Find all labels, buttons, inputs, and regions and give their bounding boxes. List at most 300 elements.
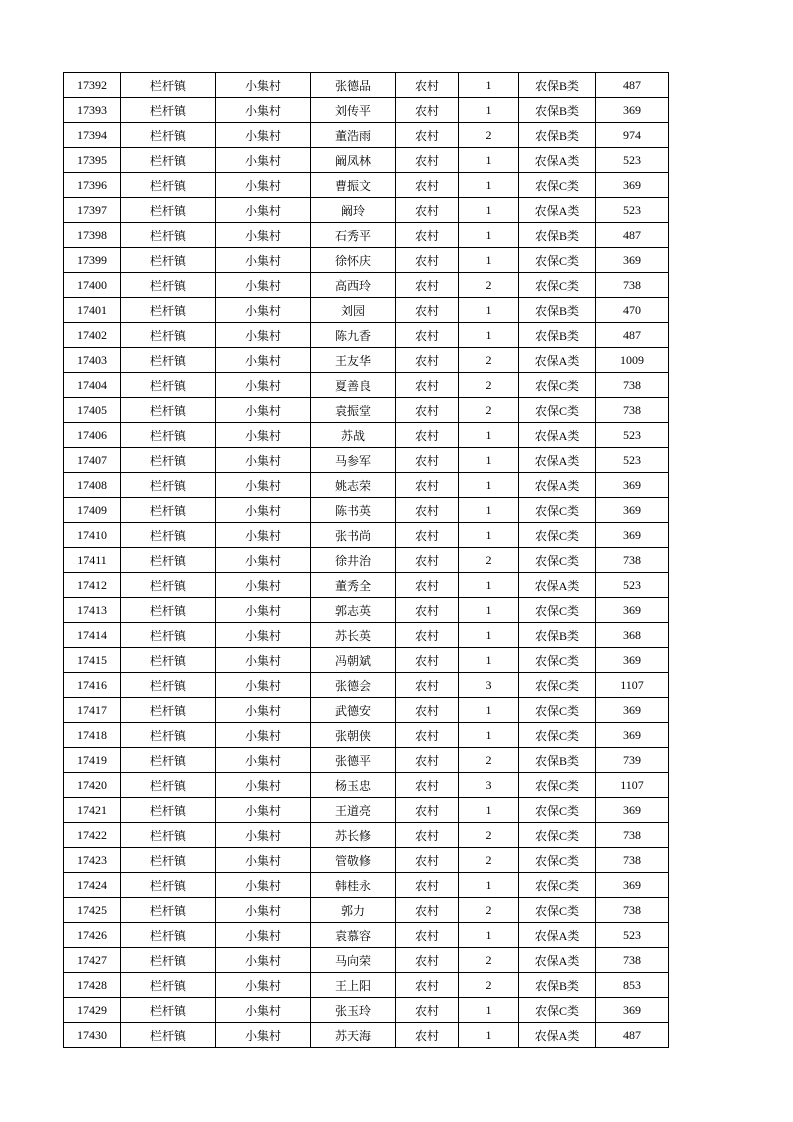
residence-type-cell: 农村 <box>396 998 459 1023</box>
residence-type-cell: 农村 <box>396 823 459 848</box>
insurance-category-cell: 农保C类 <box>519 773 596 798</box>
table-row <box>64 823 669 848</box>
record-id-cell: 17395 <box>64 148 121 173</box>
table-row <box>64 198 669 223</box>
town-cell: 栏杆镇 <box>121 748 216 773</box>
town-cell: 栏杆镇 <box>121 923 216 948</box>
person-name-cell: 董秀全 <box>311 573 396 598</box>
amount-cell: 369 <box>596 248 669 273</box>
insurance-category-cell: 农保C类 <box>519 898 596 923</box>
insurance-category-cell: 农保C类 <box>519 673 596 698</box>
residence-type-cell: 农村 <box>396 323 459 348</box>
person-name-cell: 张德会 <box>311 673 396 698</box>
person-count-cell: 1 <box>459 998 519 1023</box>
amount-cell: 487 <box>596 1023 669 1048</box>
residence-type-cell: 农村 <box>396 98 459 123</box>
village-cell: 小集村 <box>216 498 311 523</box>
record-id-cell: 17408 <box>64 473 121 498</box>
table-row <box>64 73 669 98</box>
residence-type-cell: 农村 <box>396 298 459 323</box>
record-id-cell: 17420 <box>64 773 121 798</box>
record-id-cell: 17405 <box>64 398 121 423</box>
insurance-category-cell: 农保A类 <box>519 923 596 948</box>
residence-type-cell: 农村 <box>396 173 459 198</box>
table-row <box>64 173 669 198</box>
person-name-cell: 张书尚 <box>311 523 396 548</box>
residence-type-cell: 农村 <box>396 548 459 573</box>
town-cell: 栏杆镇 <box>121 173 216 198</box>
table-row <box>64 548 669 573</box>
residence-type-cell: 农村 <box>396 648 459 673</box>
table-row <box>64 598 669 623</box>
person-count-cell: 1 <box>459 523 519 548</box>
person-count-cell: 1 <box>459 698 519 723</box>
amount-cell: 523 <box>596 448 669 473</box>
village-cell: 小集村 <box>216 948 311 973</box>
records-table-body <box>64 73 669 1048</box>
person-count-cell: 2 <box>459 973 519 998</box>
town-cell: 栏杆镇 <box>121 348 216 373</box>
person-count-cell: 2 <box>459 948 519 973</box>
record-id-cell: 17406 <box>64 423 121 448</box>
town-cell: 栏杆镇 <box>121 998 216 1023</box>
town-cell: 栏杆镇 <box>121 98 216 123</box>
residence-type-cell: 农村 <box>396 223 459 248</box>
residence-type-cell: 农村 <box>396 273 459 298</box>
table-row <box>64 1023 669 1048</box>
table-row <box>64 748 669 773</box>
amount-cell: 369 <box>596 648 669 673</box>
table-row <box>64 498 669 523</box>
person-count-cell: 1 <box>459 923 519 948</box>
residence-type-cell: 农村 <box>396 523 459 548</box>
insurance-category-cell: 农保C类 <box>519 798 596 823</box>
record-id-cell: 17398 <box>64 223 121 248</box>
village-cell: 小集村 <box>216 623 311 648</box>
town-cell: 栏杆镇 <box>121 198 216 223</box>
insurance-category-cell: 农保C类 <box>519 248 596 273</box>
village-cell: 小集村 <box>216 598 311 623</box>
person-name-cell: 张德品 <box>311 73 396 98</box>
village-cell: 小集村 <box>216 548 311 573</box>
person-name-cell: 曹振文 <box>311 173 396 198</box>
amount-cell: 523 <box>596 573 669 598</box>
table-row <box>64 773 669 798</box>
amount-cell: 1107 <box>596 773 669 798</box>
person-name-cell: 姚志荣 <box>311 473 396 498</box>
town-cell: 栏杆镇 <box>121 623 216 648</box>
insurance-category-cell: 农保B类 <box>519 748 596 773</box>
residence-type-cell: 农村 <box>396 398 459 423</box>
person-name-cell: 郭志英 <box>311 598 396 623</box>
insurance-category-cell: 农保B类 <box>519 123 596 148</box>
residence-type-cell: 农村 <box>396 873 459 898</box>
table-row <box>64 523 669 548</box>
person-count-cell: 1 <box>459 148 519 173</box>
insurance-category-cell: 农保C类 <box>519 998 596 1023</box>
person-name-cell: 袁振堂 <box>311 398 396 423</box>
insurance-category-cell: 农保B类 <box>519 298 596 323</box>
table-row <box>64 923 669 948</box>
table-row <box>64 648 669 673</box>
person-name-cell: 徐怀庆 <box>311 248 396 273</box>
town-cell: 栏杆镇 <box>121 848 216 873</box>
town-cell: 栏杆镇 <box>121 473 216 498</box>
amount-cell: 369 <box>596 723 669 748</box>
person-count-cell: 1 <box>459 573 519 598</box>
town-cell: 栏杆镇 <box>121 498 216 523</box>
amount-cell: 487 <box>596 323 669 348</box>
village-cell: 小集村 <box>216 173 311 198</box>
amount-cell: 487 <box>596 223 669 248</box>
insurance-category-cell: 农保C类 <box>519 823 596 848</box>
residence-type-cell: 农村 <box>396 73 459 98</box>
amount-cell: 369 <box>596 498 669 523</box>
amount-cell: 369 <box>596 173 669 198</box>
insurance-category-cell: 农保A类 <box>519 423 596 448</box>
table-row <box>64 798 669 823</box>
person-name-cell: 张德平 <box>311 748 396 773</box>
insurance-category-cell: 农保C类 <box>519 598 596 623</box>
town-cell: 栏杆镇 <box>121 523 216 548</box>
person-name-cell: 张朝侠 <box>311 723 396 748</box>
person-count-cell: 1 <box>459 798 519 823</box>
town-cell: 栏杆镇 <box>121 973 216 998</box>
person-name-cell: 韩桂永 <box>311 873 396 898</box>
village-cell: 小集村 <box>216 248 311 273</box>
amount-cell: 1009 <box>596 348 669 373</box>
village-cell: 小集村 <box>216 873 311 898</box>
residence-type-cell: 农村 <box>396 948 459 973</box>
person-name-cell: 马参军 <box>311 448 396 473</box>
residence-type-cell: 农村 <box>396 123 459 148</box>
person-name-cell: 马向荣 <box>311 948 396 973</box>
village-cell: 小集村 <box>216 923 311 948</box>
person-count-cell: 1 <box>459 323 519 348</box>
person-name-cell: 苏战 <box>311 423 396 448</box>
village-cell: 小集村 <box>216 223 311 248</box>
person-name-cell: 董浩雨 <box>311 123 396 148</box>
record-id-cell: 17411 <box>64 548 121 573</box>
record-id-cell: 17407 <box>64 448 121 473</box>
insurance-category-cell: 农保C类 <box>519 648 596 673</box>
insurance-category-cell: 农保C类 <box>519 873 596 898</box>
village-cell: 小集村 <box>216 473 311 498</box>
village-cell: 小集村 <box>216 523 311 548</box>
residence-type-cell: 农村 <box>396 248 459 273</box>
insurance-category-cell: 农保C类 <box>519 698 596 723</box>
record-id-cell: 17409 <box>64 498 121 523</box>
amount-cell: 369 <box>596 798 669 823</box>
amount-cell: 738 <box>596 948 669 973</box>
person-name-cell: 苏天海 <box>311 1023 396 1048</box>
person-count-cell: 3 <box>459 773 519 798</box>
insurance-category-cell: 农保C类 <box>519 723 596 748</box>
amount-cell: 738 <box>596 373 669 398</box>
table-row <box>64 148 669 173</box>
amount-cell: 369 <box>596 998 669 1023</box>
residence-type-cell: 农村 <box>396 1023 459 1048</box>
table-row <box>64 298 669 323</box>
town-cell: 栏杆镇 <box>121 323 216 348</box>
person-count-cell: 1 <box>459 248 519 273</box>
table-row <box>64 898 669 923</box>
person-count-cell: 1 <box>459 448 519 473</box>
residence-type-cell: 农村 <box>396 798 459 823</box>
town-cell: 栏杆镇 <box>121 598 216 623</box>
table-row <box>64 123 669 148</box>
person-count-cell: 1 <box>459 1023 519 1048</box>
record-id-cell: 17425 <box>64 898 121 923</box>
record-id-cell: 17427 <box>64 948 121 973</box>
person-count-cell: 2 <box>459 373 519 398</box>
person-name-cell: 阚玲 <box>311 198 396 223</box>
person-name-cell: 袁慕容 <box>311 923 396 948</box>
residence-type-cell: 农村 <box>396 148 459 173</box>
person-name-cell: 王友华 <box>311 348 396 373</box>
insurance-category-cell: 农保B类 <box>519 223 596 248</box>
village-cell: 小集村 <box>216 798 311 823</box>
village-cell: 小集村 <box>216 1023 311 1048</box>
record-id-cell: 17396 <box>64 173 121 198</box>
town-cell: 栏杆镇 <box>121 548 216 573</box>
village-cell: 小集村 <box>216 648 311 673</box>
amount-cell: 369 <box>596 98 669 123</box>
town-cell: 栏杆镇 <box>121 648 216 673</box>
village-cell: 小集村 <box>216 373 311 398</box>
residence-type-cell: 农村 <box>396 498 459 523</box>
record-id-cell: 17430 <box>64 1023 121 1048</box>
person-name-cell: 石秀平 <box>311 223 396 248</box>
village-cell: 小集村 <box>216 448 311 473</box>
residence-type-cell: 农村 <box>396 698 459 723</box>
insurance-category-cell: 农保B类 <box>519 973 596 998</box>
amount-cell: 738 <box>596 898 669 923</box>
table-row <box>64 348 669 373</box>
insurance-category-cell: 农保A类 <box>519 448 596 473</box>
town-cell: 栏杆镇 <box>121 273 216 298</box>
village-cell: 小集村 <box>216 298 311 323</box>
record-id-cell: 17402 <box>64 323 121 348</box>
town-cell: 栏杆镇 <box>121 223 216 248</box>
amount-cell: 738 <box>596 273 669 298</box>
town-cell: 栏杆镇 <box>121 948 216 973</box>
person-count-cell: 2 <box>459 848 519 873</box>
insurance-category-cell: 农保C类 <box>519 523 596 548</box>
insurance-category-cell: 农保A类 <box>519 1023 596 1048</box>
amount-cell: 738 <box>596 398 669 423</box>
record-id-cell: 17422 <box>64 823 121 848</box>
residence-type-cell: 农村 <box>396 748 459 773</box>
person-name-cell: 刘园 <box>311 298 396 323</box>
table-row <box>64 473 669 498</box>
residence-type-cell: 农村 <box>396 773 459 798</box>
person-name-cell: 徐井治 <box>311 548 396 573</box>
residence-type-cell: 农村 <box>396 923 459 948</box>
insurance-category-cell: 农保A类 <box>519 148 596 173</box>
amount-cell: 470 <box>596 298 669 323</box>
person-count-cell: 2 <box>459 348 519 373</box>
person-count-cell: 2 <box>459 123 519 148</box>
village-cell: 小集村 <box>216 273 311 298</box>
record-id-cell: 17392 <box>64 73 121 98</box>
town-cell: 栏杆镇 <box>121 1023 216 1048</box>
person-count-cell: 1 <box>459 723 519 748</box>
table-row <box>64 98 669 123</box>
insurance-category-cell: 农保B类 <box>519 73 596 98</box>
person-count-cell: 2 <box>459 823 519 848</box>
person-name-cell: 苏长英 <box>311 623 396 648</box>
amount-cell: 369 <box>596 473 669 498</box>
village-cell: 小集村 <box>216 898 311 923</box>
person-count-cell: 1 <box>459 98 519 123</box>
table-row <box>64 273 669 298</box>
record-id-cell: 17397 <box>64 198 121 223</box>
amount-cell: 523 <box>596 198 669 223</box>
amount-cell: 369 <box>596 598 669 623</box>
amount-cell: 853 <box>596 973 669 998</box>
town-cell: 栏杆镇 <box>121 873 216 898</box>
residence-type-cell: 农村 <box>396 598 459 623</box>
table-row <box>64 398 669 423</box>
amount-cell: 487 <box>596 73 669 98</box>
table-row <box>64 848 669 873</box>
town-cell: 栏杆镇 <box>121 298 216 323</box>
town-cell: 栏杆镇 <box>121 73 216 98</box>
village-cell: 小集村 <box>216 848 311 873</box>
town-cell: 栏杆镇 <box>121 373 216 398</box>
person-name-cell: 阚凤林 <box>311 148 396 173</box>
person-count-cell: 1 <box>459 598 519 623</box>
residence-type-cell: 农村 <box>396 973 459 998</box>
record-id-cell: 17426 <box>64 923 121 948</box>
town-cell: 栏杆镇 <box>121 723 216 748</box>
village-cell: 小集村 <box>216 198 311 223</box>
town-cell: 栏杆镇 <box>121 248 216 273</box>
record-id-cell: 17421 <box>64 798 121 823</box>
record-id-cell: 17418 <box>64 723 121 748</box>
town-cell: 栏杆镇 <box>121 773 216 798</box>
amount-cell: 369 <box>596 698 669 723</box>
amount-cell: 738 <box>596 823 669 848</box>
record-id-cell: 17401 <box>64 298 121 323</box>
record-id-cell: 17416 <box>64 673 121 698</box>
insurance-category-cell: 农保C类 <box>519 848 596 873</box>
table-row <box>64 373 669 398</box>
amount-cell: 974 <box>596 123 669 148</box>
amount-cell: 523 <box>596 423 669 448</box>
village-cell: 小集村 <box>216 73 311 98</box>
insurance-category-cell: 农保A类 <box>519 348 596 373</box>
village-cell: 小集村 <box>216 823 311 848</box>
village-cell: 小集村 <box>216 398 311 423</box>
village-cell: 小集村 <box>216 998 311 1023</box>
person-name-cell: 陈九香 <box>311 323 396 348</box>
residence-type-cell: 农村 <box>396 198 459 223</box>
person-count-cell: 1 <box>459 423 519 448</box>
record-id-cell: 17400 <box>64 273 121 298</box>
table-row <box>64 448 669 473</box>
village-cell: 小集村 <box>216 423 311 448</box>
residence-type-cell: 农村 <box>396 898 459 923</box>
village-cell: 小集村 <box>216 123 311 148</box>
residence-type-cell: 农村 <box>396 423 459 448</box>
insurance-category-cell: 农保A类 <box>519 198 596 223</box>
village-cell: 小集村 <box>216 673 311 698</box>
person-name-cell: 张玉玲 <box>311 998 396 1023</box>
record-id-cell: 17419 <box>64 748 121 773</box>
village-cell: 小集村 <box>216 98 311 123</box>
table-row <box>64 623 669 648</box>
insurance-category-cell: 农保A类 <box>519 473 596 498</box>
person-name-cell: 王道亮 <box>311 798 396 823</box>
insurance-category-cell: 农保C类 <box>519 548 596 573</box>
town-cell: 栏杆镇 <box>121 423 216 448</box>
village-cell: 小集村 <box>216 773 311 798</box>
record-id-cell: 17394 <box>64 123 121 148</box>
record-id-cell: 17415 <box>64 648 121 673</box>
record-id-cell: 17429 <box>64 998 121 1023</box>
record-id-cell: 17428 <box>64 973 121 998</box>
town-cell: 栏杆镇 <box>121 898 216 923</box>
town-cell: 栏杆镇 <box>121 573 216 598</box>
amount-cell: 739 <box>596 748 669 773</box>
residence-type-cell: 农村 <box>396 673 459 698</box>
records-table <box>63 72 669 1048</box>
person-name-cell: 高西玲 <box>311 273 396 298</box>
record-id-cell: 17413 <box>64 598 121 623</box>
amount-cell: 738 <box>596 848 669 873</box>
town-cell: 栏杆镇 <box>121 823 216 848</box>
residence-type-cell: 农村 <box>396 348 459 373</box>
insurance-category-cell: 农保C类 <box>519 398 596 423</box>
person-count-cell: 2 <box>459 748 519 773</box>
person-name-cell: 夏善良 <box>311 373 396 398</box>
person-count-cell: 1 <box>459 648 519 673</box>
insurance-category-cell: 农保A类 <box>519 573 596 598</box>
village-cell: 小集村 <box>216 323 311 348</box>
person-count-cell: 1 <box>459 623 519 648</box>
record-id-cell: 17404 <box>64 373 121 398</box>
insurance-category-cell: 农保B类 <box>519 323 596 348</box>
residence-type-cell: 农村 <box>396 373 459 398</box>
table-row <box>64 248 669 273</box>
table-row <box>64 573 669 598</box>
insurance-category-cell: 农保A类 <box>519 948 596 973</box>
village-cell: 小集村 <box>216 723 311 748</box>
record-id-cell: 17424 <box>64 873 121 898</box>
person-count-cell: 3 <box>459 673 519 698</box>
amount-cell: 368 <box>596 623 669 648</box>
table-row <box>64 723 669 748</box>
person-count-cell: 2 <box>459 398 519 423</box>
village-cell: 小集村 <box>216 748 311 773</box>
person-name-cell: 苏长修 <box>311 823 396 848</box>
record-id-cell: 17414 <box>64 623 121 648</box>
person-count-cell: 2 <box>459 273 519 298</box>
table-row <box>64 998 669 1023</box>
record-id-cell: 17403 <box>64 348 121 373</box>
residence-type-cell: 农村 <box>396 848 459 873</box>
record-id-cell: 17412 <box>64 573 121 598</box>
record-id-cell: 17417 <box>64 698 121 723</box>
insurance-category-cell: 农保C类 <box>519 373 596 398</box>
residence-type-cell: 农村 <box>396 623 459 648</box>
person-count-cell: 1 <box>459 873 519 898</box>
person-count-cell: 1 <box>459 223 519 248</box>
village-cell: 小集村 <box>216 698 311 723</box>
amount-cell: 523 <box>596 148 669 173</box>
